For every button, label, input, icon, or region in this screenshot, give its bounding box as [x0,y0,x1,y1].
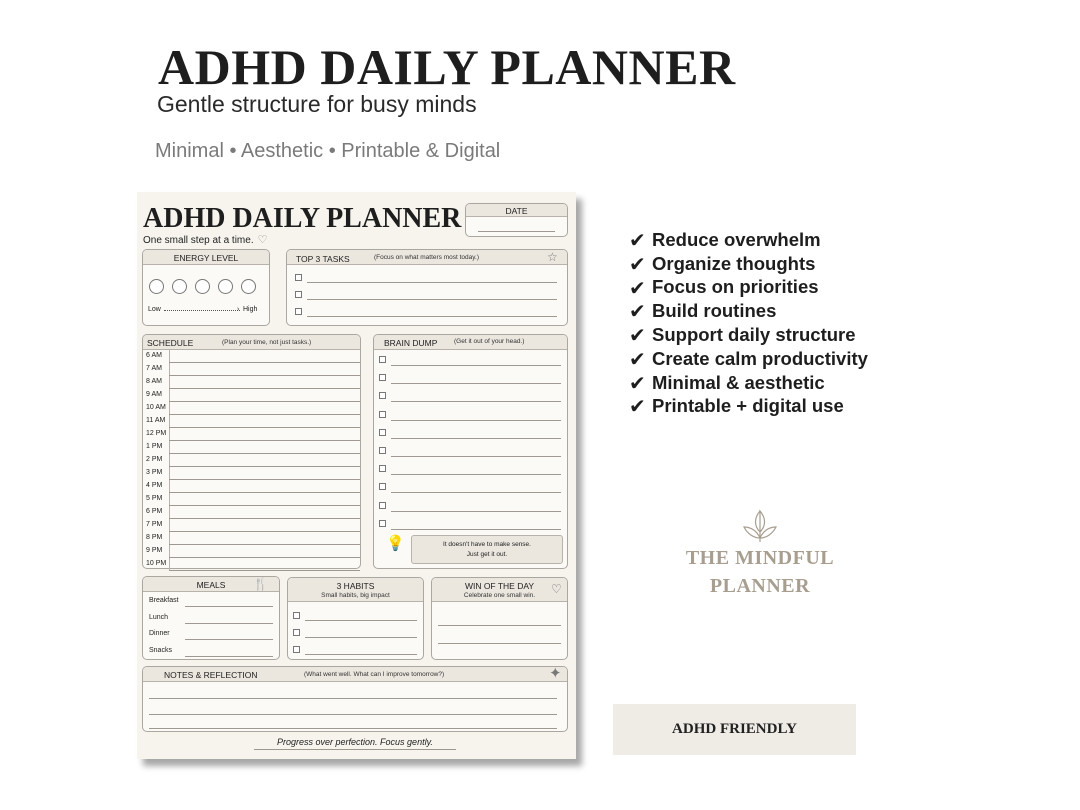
brain-dump-label: BRAIN DUMP [384,338,438,348]
energy-arrow [164,310,240,311]
habit-checkbox-2[interactable] [293,629,300,636]
brain-dump-line [391,456,561,457]
schedule-row[interactable] [143,363,360,376]
feature-item [629,323,868,347]
notes-box [142,666,568,732]
brain-dump-checkbox[interactable] [379,392,386,399]
habit-checkbox-3[interactable] [293,646,300,653]
schedule-hour-label: 1 PM [146,443,163,450]
planner-footer: Progress over perfection. Focus gently. [277,737,433,747]
win-label: WIN OF THE DAY [464,581,535,591]
feature-item [629,347,868,371]
schedule-hour-label: 7 AM [146,365,162,372]
schedule-row[interactable] [143,493,360,506]
feature-text: Reduce overwhelm [652,228,821,250]
schedule-row[interactable] [143,532,360,545]
habits-box [287,577,424,660]
check-icon: ✔ [629,227,646,252]
meal-label: Dinner [149,630,170,637]
energy-circle-5[interactable] [241,279,256,294]
check-icon: ✔ [629,370,646,395]
brain-dump-checkbox[interactable] [379,502,386,509]
brain-dump-line [391,529,561,530]
schedule-row[interactable] [143,519,360,532]
schedule-line [169,570,360,571]
lightbulb-icon: 💡 [386,535,405,552]
task-checkbox-3[interactable] [295,308,302,315]
star-icon: ☆ [547,250,558,264]
brain-dump-line [391,438,561,439]
adhd-friendly-badge [613,704,856,755]
schedule-row[interactable] [143,467,360,480]
schedule-row[interactable] [143,454,360,467]
brain-dump-checkbox[interactable] [379,520,386,527]
meal-line[interactable] [185,656,273,657]
brain-dump-checkbox[interactable] [379,411,386,418]
schedule-hour-label: 10 AM [146,404,166,411]
meal-list [143,592,279,659]
brain-dump-line [391,365,561,366]
check-icon: ✔ [629,346,646,371]
brand-line-2: PLANNER [709,575,811,597]
schedule-row[interactable] [143,480,360,493]
feature-list [629,228,868,418]
brain-dump-hint: (Get it out of your head.) [454,338,525,345]
meal-label: Lunch [149,613,169,621]
hero-subtitle: Gentle structure for busy minds [157,91,477,117]
schedule-row[interactable] [143,415,360,428]
brain-dump-checkbox[interactable] [379,483,386,490]
feature-text: Focus on priorities [652,276,819,298]
schedule-row[interactable] [143,558,360,571]
note-line-1: It doesn't have to make sense. [443,541,531,548]
feature-text: Build routines [652,300,777,322]
top-tasks-box [286,249,568,326]
schedule-hour-label: 9 PM [146,547,163,554]
brand-line-1: THE MINDFUL [685,547,835,569]
meal-line[interactable] [185,623,273,624]
schedule-hint: (Plan your time, not just tasks.) [222,339,312,346]
schedule-hour-label: 5 PM [146,495,163,502]
schedule-hour-label: 6 PM [146,508,163,515]
energy-circle-3[interactable] [195,279,210,294]
energy-circle-2[interactable] [172,279,187,294]
brain-dump-line [391,401,561,402]
feature-text: Support daily structure [652,324,856,346]
schedule-hour-label: 10 PM [146,560,167,567]
habits-hint: Small habits, big impact [321,592,390,599]
hero-title: ADHD DAILY PLANNER [158,39,736,95]
habit-checkbox-1[interactable] [293,612,300,619]
schedule-row[interactable] [143,389,360,402]
schedule-hour-label: 3 PM [146,469,163,476]
energy-box [142,249,270,326]
brain-dump-checkbox[interactable] [379,374,386,381]
energy-low-label: Low [148,306,161,313]
schedule-hour-label: 9 AM [146,391,162,398]
schedule-hours [143,350,360,568]
meal-label: Breakfast [149,597,179,604]
feature-item [629,252,868,276]
energy-high-label: High [243,306,258,313]
feature-item [629,276,868,300]
schedule-box [142,334,361,569]
top-tasks-label: TOP 3 TASKS [296,254,350,264]
planner-sheet [137,192,576,759]
schedule-hour-label: 12 PM [146,430,167,437]
date-box [465,203,568,237]
schedule-row[interactable] [143,402,360,415]
brain-dump-line [391,492,561,493]
brain-dump-line [391,383,561,384]
energy-circle-1[interactable] [149,279,164,294]
schedule-hour-label: 4 PM [146,482,163,489]
schedule-row[interactable] [143,506,360,519]
schedule-row[interactable] [143,428,360,441]
feature-text: Minimal & aesthetic [652,371,825,393]
leaf-icon [740,508,780,544]
check-icon: ✔ [629,299,646,324]
task-checkbox-2[interactable] [295,291,302,298]
planner-tagline [143,233,267,246]
badge-label: ADHD FRIENDLY [672,721,797,737]
schedule-row[interactable] [143,441,360,454]
meals-label: MEALS [196,580,226,590]
schedule-row[interactable] [143,545,360,558]
feature-item [629,299,868,323]
date-label: DATE [505,206,528,216]
energy-circle-4[interactable] [218,279,233,294]
arrow-right-icon: › [237,306,240,313]
check-icon: ✔ [629,394,646,419]
win-box [431,577,568,660]
check-icon: ✔ [629,323,646,348]
brain-dump-line [391,474,561,475]
win-hint: Celebrate one small win. [463,592,536,599]
brain-dump-box [373,334,568,569]
brain-dump-checkbox[interactable] [379,447,386,454]
notes-hint: (What went well. What can I improve tomorrow?) [304,671,445,678]
meal-label: Snacks [149,646,172,654]
brain-dump-line [391,420,561,421]
feature-text: Create calm productivity [652,347,868,369]
feature-item [629,228,868,252]
check-icon: ✔ [629,275,646,300]
schedule-label: SCHEDULE [147,338,194,348]
note-line-2: Just get it out. [466,551,508,558]
heart-icon: ♡ [257,234,268,246]
feature-item [629,371,868,395]
planner-tagline-text: One small step at a time. [143,235,254,246]
schedule-hour-label: 8 PM [146,534,163,541]
schedule-hour-label: 11 AM [146,417,166,424]
schedule-hour-label: 2 PM [146,456,163,463]
brain-dump-checkbox[interactable] [379,356,386,363]
heart-icon: ♡ [551,582,562,596]
meal-line[interactable] [185,606,273,607]
feature-item [629,395,868,419]
habits-label: 3 HABITS [336,581,375,591]
meals-box [142,576,280,660]
schedule-row[interactable] [143,376,360,389]
brain-dump-checkbox[interactable] [379,429,386,436]
brain-dump-line [391,511,561,512]
sparkle-icon: ✦ [549,665,562,682]
feature-text: Printable + digital use [652,395,844,417]
schedule-hour-label: 6 AM [146,352,162,359]
fork-knife-icon: 🍴 [253,577,268,591]
brain-dump-note [411,535,563,564]
check-icon: ✔ [629,251,646,276]
feature-text: Organize thoughts [652,252,816,274]
top-tasks-hint: (Focus on what matters most today.) [374,254,479,261]
energy-label: ENERGY LEVEL [173,253,239,263]
meal-line[interactable] [185,639,273,640]
schedule-hour-label: 8 AM [146,378,162,385]
schedule-row[interactable] [143,350,360,363]
brand [680,508,840,600]
hero-tags: Minimal • Aesthetic • Printable & Digital [155,140,501,162]
task-checkbox-1[interactable] [295,274,302,281]
notes-label: NOTES & REFLECTION [164,670,258,680]
planner-title: ADHD DAILY PLANNER [143,203,462,234]
brain-dump-checkbox[interactable] [379,465,386,472]
schedule-hour-label: 7 PM [146,521,163,528]
